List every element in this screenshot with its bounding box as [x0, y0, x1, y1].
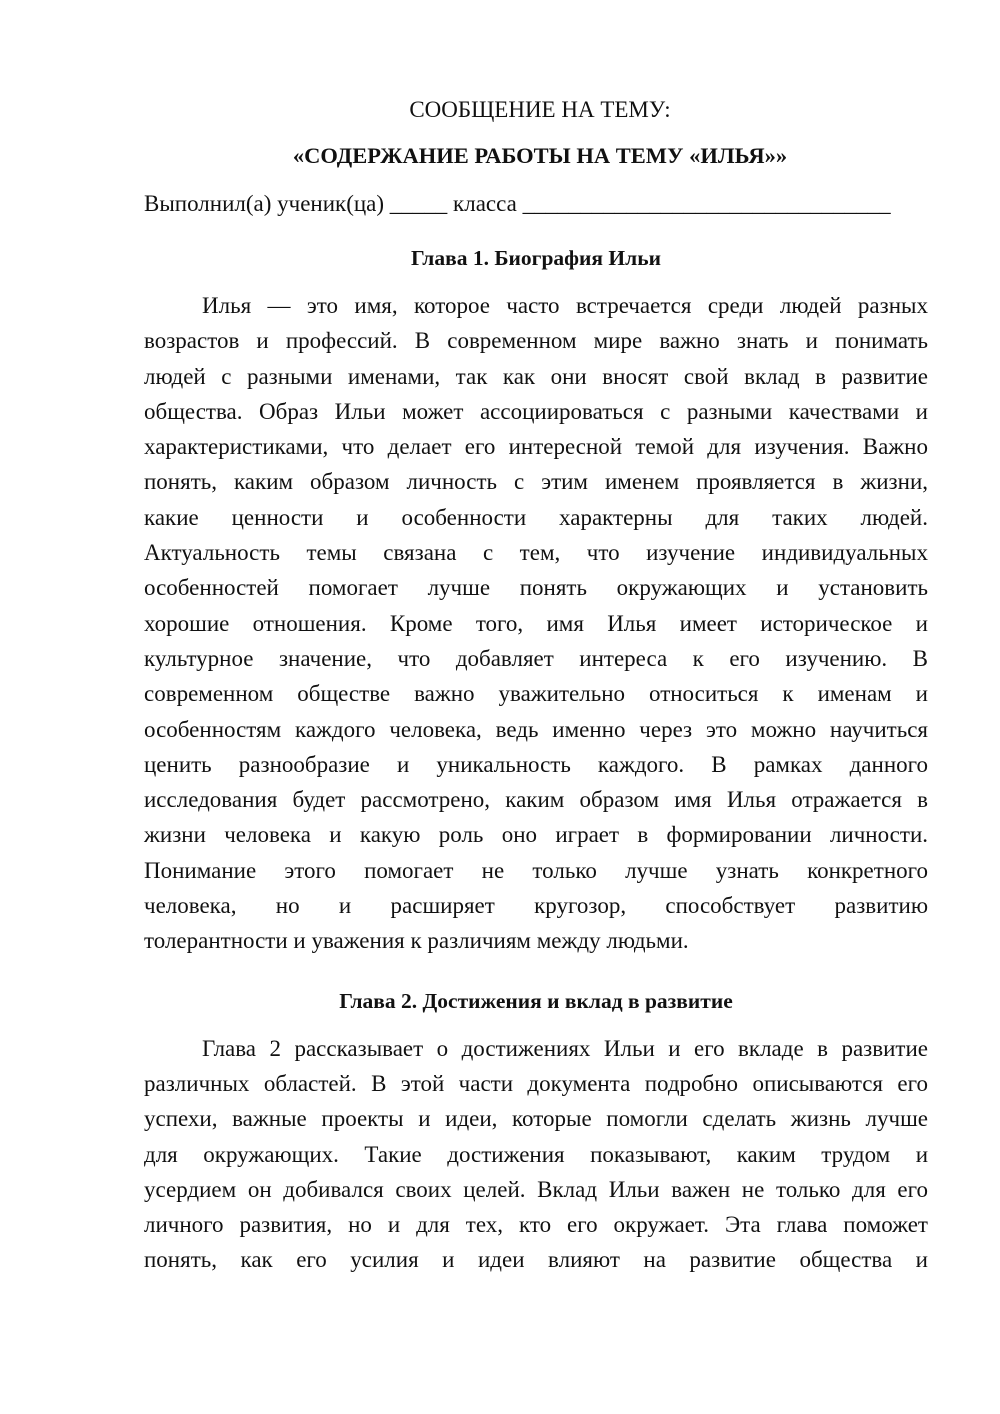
- paragraph-line: Глава 2 рассказывает о достижениях Ильи и его вкладе в развитие: [202, 1035, 928, 1061]
- paragraph-line: для окружающих. Такие достижения показывают, каким трудом и: [144, 1141, 928, 1167]
- paragraph-line: Илья — это имя, которое часто встречается среди людей разных: [202, 293, 928, 318]
- paragraph-line: усердием он добивался своих целей. Вклад Ильи важен не только для его: [144, 1176, 928, 1202]
- paragraph-line: культурное значение, что добавляет интереса к его изучению. В: [144, 645, 928, 671]
- paragraph-line: общества. Образ Ильи может ассоциироваться с разными качествами и: [144, 398, 928, 424]
- paragraph-line: какие ценности и особенности характерны для таких людей.: [144, 504, 928, 530]
- chapter-2-heading: Глава 2. Достижения и вклад в развитие: [339, 988, 733, 1013]
- document-title-line-2: «СОДЕРЖАНИЕ РАБОТЫ НА ТЕМУ «ИЛЬЯ»»: [292, 143, 788, 168]
- paragraph-line: жизни человека и какую роль оно играет в формировании личности.: [144, 822, 928, 848]
- chapter-1-paragraph: [144, 288, 928, 959]
- paragraph-line: особенностям каждого человека, ведь именно через это можно научиться: [144, 716, 928, 742]
- paragraph-line: хорошие отношения. Кроме того, имя Илья имеет историческое и: [144, 610, 928, 636]
- document-page: [144, 88, 928, 1278]
- paragraph-line: различных областей. В этой части документа подробно описываются его: [144, 1070, 928, 1096]
- chapter-1-heading: Глава 1. Биография Ильи: [411, 246, 661, 270]
- paragraph-line: людей с разными именами, так как они вносят свой вклад в развитие: [144, 363, 928, 389]
- paragraph-line: личного развития, но и для тех, кто его окружает. Эта глава поможет: [144, 1212, 928, 1238]
- paragraph-line: особенностей помогает лучше понять окружающих и установить: [144, 575, 928, 601]
- paragraph-line: успехи, важные проекты и идеи, которые помогли сделать жизнь лучше: [144, 1106, 928, 1132]
- paragraph-line: современном обществе важно уважительно относиться к именам и: [144, 681, 928, 707]
- paragraph-line: понять, каким образом личность с этим именем проявляется в жизни,: [144, 469, 928, 495]
- author-line: Выполнил(а) ученик(ца) _____ класса ________________________________: [144, 191, 891, 216]
- paragraph-line: Актуальность темы связана с тем, что изучение индивидуальных: [144, 540, 928, 566]
- paragraph-line: исследования будет рассмотрено, каким образом имя Илья отражается в: [144, 787, 928, 813]
- paragraph-line: понять, как его усилия и идеи влияют на развитие общества и: [144, 1247, 928, 1273]
- paragraph-line: характеристиками, что делает его интересной темой для изучения. Важно: [144, 434, 928, 460]
- paragraph-line: человека, но и расширяет кругозор, способствует развитию: [144, 893, 928, 919]
- paragraph-line: Понимание этого помогает не только лучше узнать конкретного: [144, 857, 928, 883]
- paragraph-line: возрастов и профессий. В современном мире важно знать и понимать: [144, 328, 928, 354]
- paragraph-line: ценить разнообразие и уникальность каждого. В рамках данного: [144, 751, 928, 777]
- document-title-line-1: СООБЩЕНИЕ НА ТЕМУ:: [409, 97, 671, 122]
- paragraph-line: толерантности и уважения к различиям между людьми.: [144, 928, 689, 954]
- chapter-2-paragraph: [144, 1031, 928, 1278]
